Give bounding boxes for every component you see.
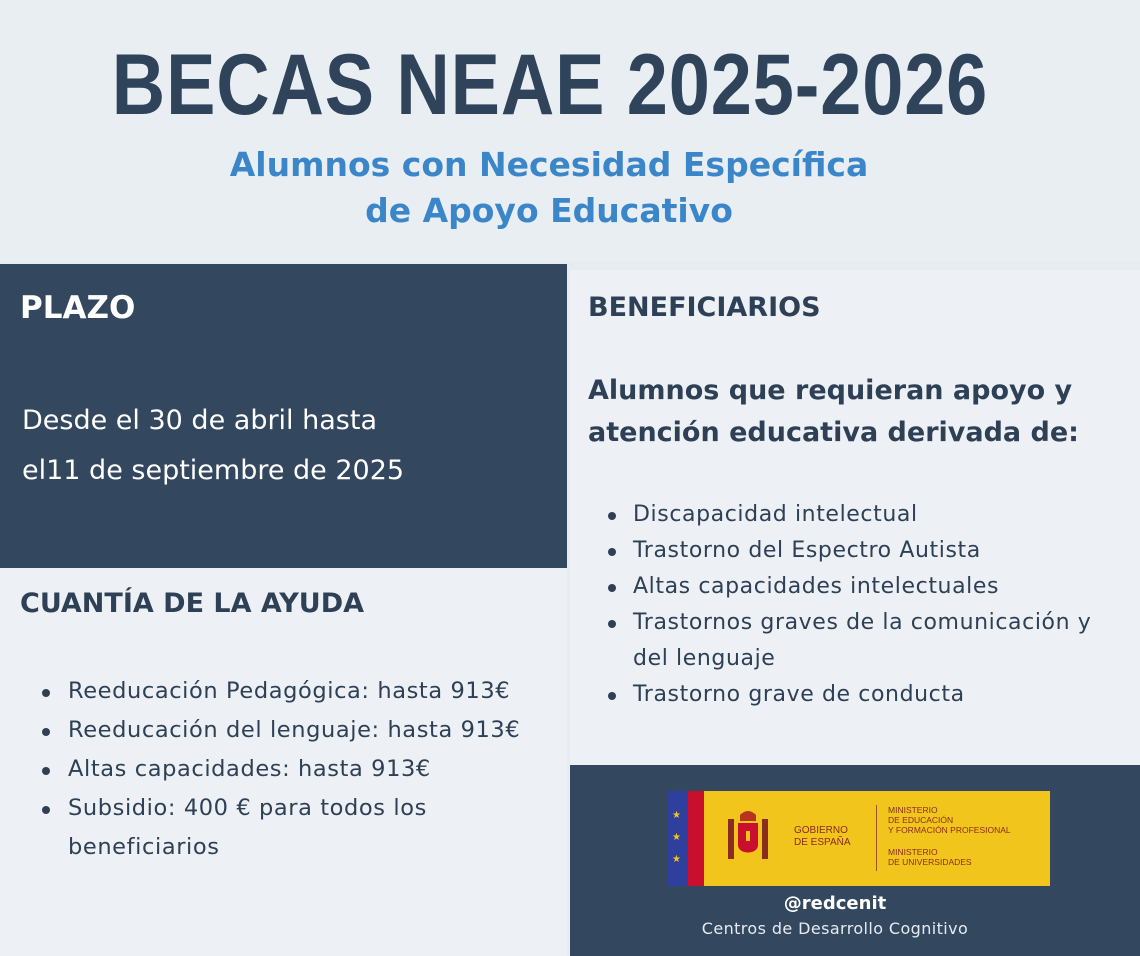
beneficiarios-heading: BENEFICIARIOS bbox=[588, 292, 821, 323]
list-item: Trastornos graves de la comunicación y del lenguaje bbox=[588, 605, 1133, 677]
list-item: Subsidio: 400 € para todos los beneficiarios bbox=[23, 789, 523, 867]
header bbox=[0, 0, 1140, 262]
cuantia-heading: CUANTÍA DE LA AYUDA bbox=[20, 588, 365, 619]
list-item: Altas capacidades intelectuales bbox=[588, 569, 1133, 605]
ministerio-1-line-3: Y FORMACIÓN PROFESIONAL bbox=[888, 825, 1011, 835]
list-item: Trastorno grave de conducta bbox=[588, 677, 1133, 713]
plazo-line-1: Desde el 30 de abril hasta bbox=[22, 405, 377, 436]
plazo-panel bbox=[0, 264, 567, 568]
beneficiarios-lead bbox=[588, 370, 1128, 454]
list-item: Trastorno del Espectro Autista bbox=[588, 533, 1133, 569]
beneficiarios-lead-line-2: atención educativa derivada de: bbox=[588, 417, 1079, 448]
cuantia-panel bbox=[0, 568, 567, 956]
page-title: BECAS NEAE 2025-2026 bbox=[111, 37, 989, 133]
plazo-text bbox=[22, 396, 542, 496]
list-item: Reeducación Pedagógica: hasta 913€ bbox=[23, 672, 523, 711]
eu-flag-icon: ★ ★ ★ bbox=[668, 791, 688, 886]
subtitle-line-1: Alumnos con Necesidad Específica bbox=[229, 145, 869, 184]
beneficiarios-list bbox=[588, 497, 1133, 713]
plazo-line-2: el11 de septiembre de 2025 bbox=[22, 455, 405, 486]
ministerio-1-line-2: DE EDUCACIÓN bbox=[888, 815, 954, 825]
gobierno-line-1: GOBIERNO bbox=[794, 825, 848, 836]
tagline: Centros de Desarrollo Cognitivo bbox=[701, 919, 969, 938]
list-item: Altas capacidades: hasta 913€ bbox=[23, 750, 523, 789]
ministerio-text bbox=[888, 805, 1011, 867]
plazo-heading: PLAZO bbox=[20, 290, 136, 326]
coat-of-arms-icon bbox=[726, 809, 770, 867]
subtitle-line-2: de Apoyo Educativo bbox=[365, 191, 733, 230]
cuantia-list bbox=[23, 672, 523, 867]
social-handle: @redcenit bbox=[783, 893, 887, 914]
page-subtitle bbox=[0, 142, 1140, 234]
flag-stripe bbox=[688, 791, 704, 886]
list-item: Discapacidad intelectual bbox=[588, 497, 1133, 533]
gobierno-logo bbox=[668, 791, 1050, 886]
beneficiarios-lead-line-1: Alumnos que requieran apoyo y bbox=[588, 375, 1073, 406]
beneficiarios-panel bbox=[570, 270, 1140, 765]
ministerio-2-line-1: MINISTERIO bbox=[888, 847, 938, 857]
logo-divider bbox=[876, 805, 877, 871]
gobierno-text bbox=[794, 825, 851, 849]
ministerio-1-line-1: MINISTERIO bbox=[888, 805, 938, 815]
ministerio-2-line-2: DE UNIVERSIDADES bbox=[888, 857, 972, 867]
footer-panel bbox=[570, 765, 1140, 956]
gobierno-line-2: DE ESPAÑA bbox=[794, 837, 851, 848]
list-item: Reeducación del lenguaje: hasta 913€ bbox=[23, 711, 523, 750]
